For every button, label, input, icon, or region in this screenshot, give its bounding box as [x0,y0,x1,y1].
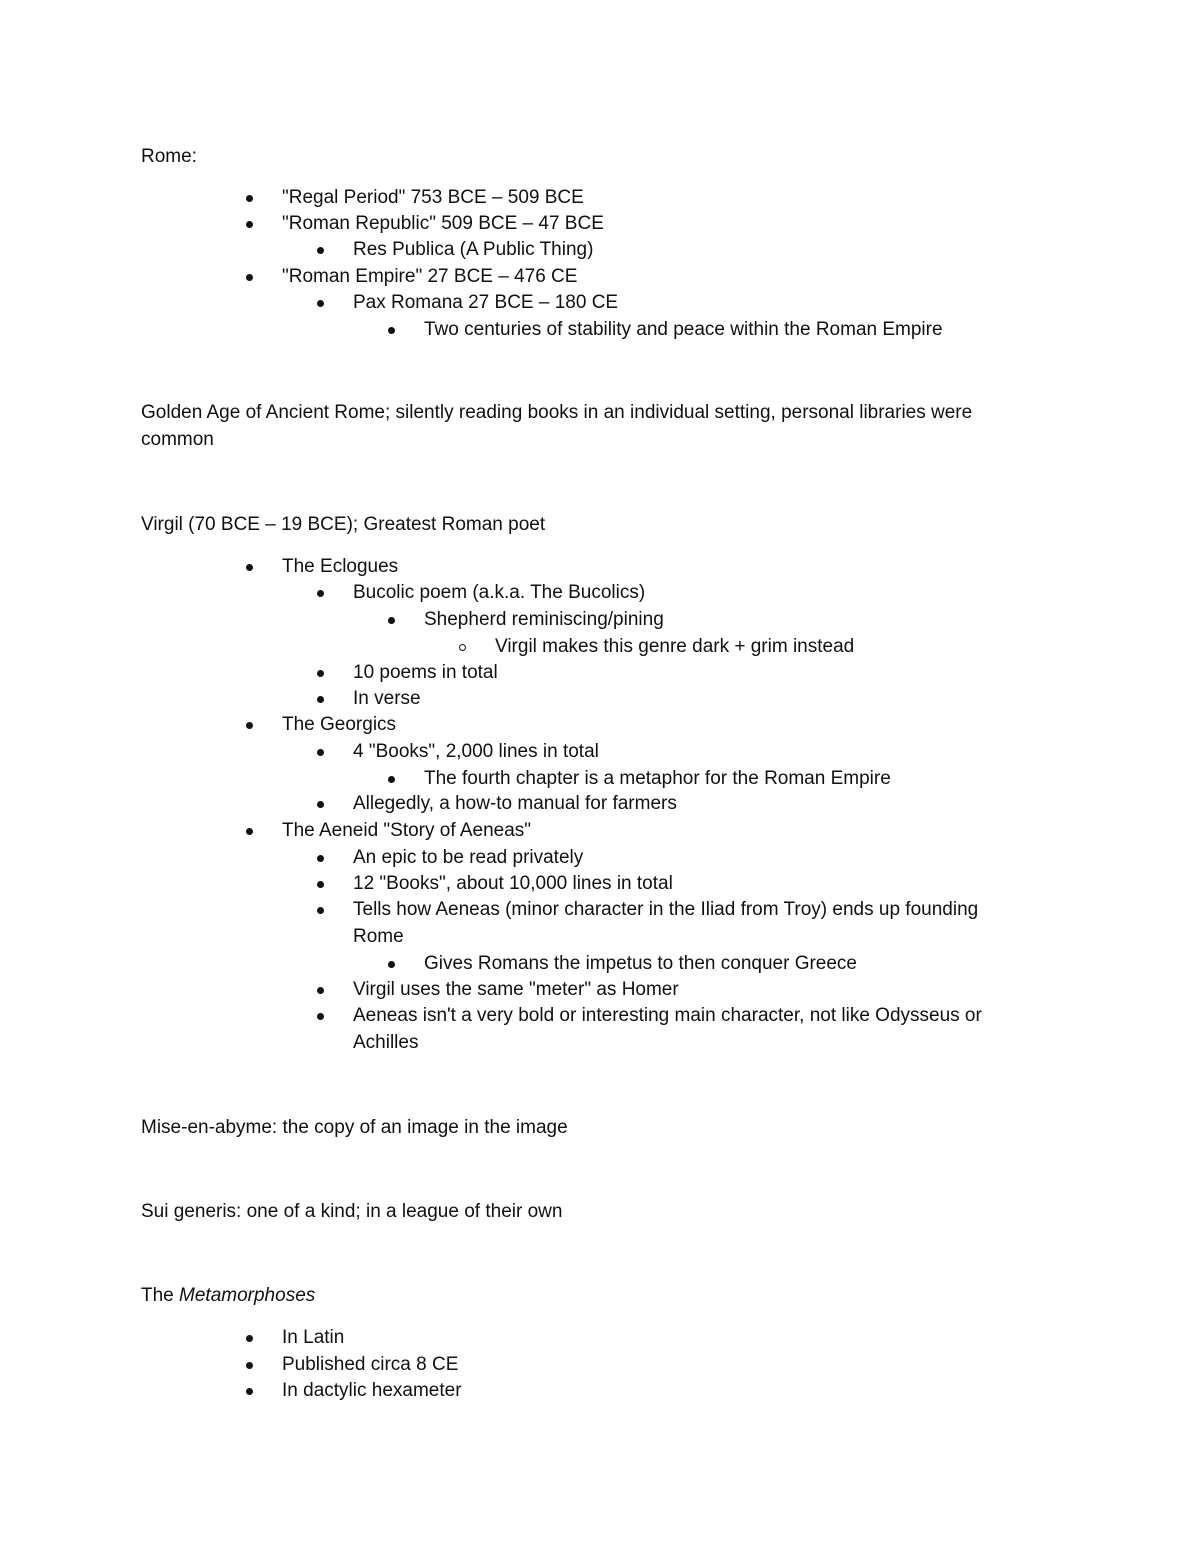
list-item: Shepherd reminiscing/pining [424,609,664,630]
bullet-icon [246,564,253,571]
bullet-icon [246,274,253,281]
list-item-continuation: Achilles [353,1032,419,1053]
bullet-icon [317,907,324,914]
metamorphoses-heading [141,1284,315,1308]
list-item: Gives Romans the impetus to then conquer Greece [424,953,858,974]
bullet-icon [246,1388,253,1395]
rome-heading: Rome: [141,146,197,167]
sui-generis-definition: Sui generis: one of a kind; in a league of their own [141,1201,563,1222]
list-item: Bucolic poem (a.k.a. The Bucolics) [353,582,646,603]
list-item: Published circa 8 CE [282,1354,459,1375]
list-item: Pax Romana 27 BCE – 180 CE [353,292,619,313]
list-item: The Eclogues [282,556,399,577]
bullet-icon [246,221,253,228]
list-item-continuation: Rome [353,926,404,947]
list-item: 4 "Books", 2,000 lines in total [353,741,599,762]
bullet-icon [317,247,324,254]
list-item: In dactylic hexameter [282,1380,462,1401]
golden-age-line-2: common [141,429,214,450]
list-item: Allegedly, a how-to manual for farmers [353,793,677,814]
bullet-icon [317,1013,324,1020]
list-item: In verse [353,688,421,709]
list-item: The fourth chapter is a metaphor for the Roman Empire [424,768,891,789]
bullet-icon [246,1362,253,1369]
metamorphoses-heading-prefix: The [141,1285,180,1306]
list-item: Virgil uses the same "meter" as Homer [353,979,679,1000]
bullet-icon [246,195,253,202]
bullet-icon [388,776,395,783]
bullet-icon [317,855,324,862]
list-item: 12 "Books", about 10,000 lines in total [353,873,673,894]
bullet-icon [246,828,253,835]
list-item: Virgil makes this genre dark + grim instead [495,636,855,657]
virgil-heading: Virgil (70 BCE – 19 BCE); Greatest Roman poet [141,514,546,535]
list-item: "Roman Republic" 509 BCE – 47 BCE [282,213,604,234]
list-item: "Roman Empire" 27 BCE – 476 CE [282,266,578,287]
list-item: The Georgics [282,714,397,735]
list-item: Tells how Aeneas (minor character in the Iliad from Troy) ends up founding [353,899,979,920]
mise-en-abyme-definition: Mise-en-abyme: the copy of an image in the image [141,1117,568,1138]
bullet-icon [317,590,324,597]
bullet-icon [246,1335,253,1342]
bullet-icon [317,670,324,677]
bullet-icon [317,801,324,808]
bullet-icon [388,617,395,624]
list-item: Res Publica (A Public Thing) [353,239,594,260]
list-item: Two centuries of stability and peace within the Roman Empire [424,319,943,340]
bullet-icon [317,881,324,888]
list-item: "Regal Period" 753 BCE – 509 BCE [282,187,584,208]
bullet-icon [246,722,253,729]
bullet-icon [388,961,395,968]
bullet-icon [388,327,395,334]
bullet-icon [317,987,324,994]
list-item: The Aeneid "Story of Aeneas" [282,820,532,841]
bullet-icon [317,696,324,703]
list-item: 10 poems in total [353,662,498,683]
bullet-icon [317,300,324,307]
list-item: In Latin [282,1327,345,1348]
metamorphoses-title: Metamorphoses [179,1285,316,1306]
circle-bullet-icon [459,644,466,651]
list-item: An epic to be read privately [353,847,584,868]
bullet-icon [317,749,324,756]
list-item: Aeneas isn't a very bold or interesting main character, not like Odysseus or [353,1005,982,1026]
golden-age-line-1: Golden Age of Ancient Rome; silently reading books in an individual setting, personal libraries were [141,402,973,423]
